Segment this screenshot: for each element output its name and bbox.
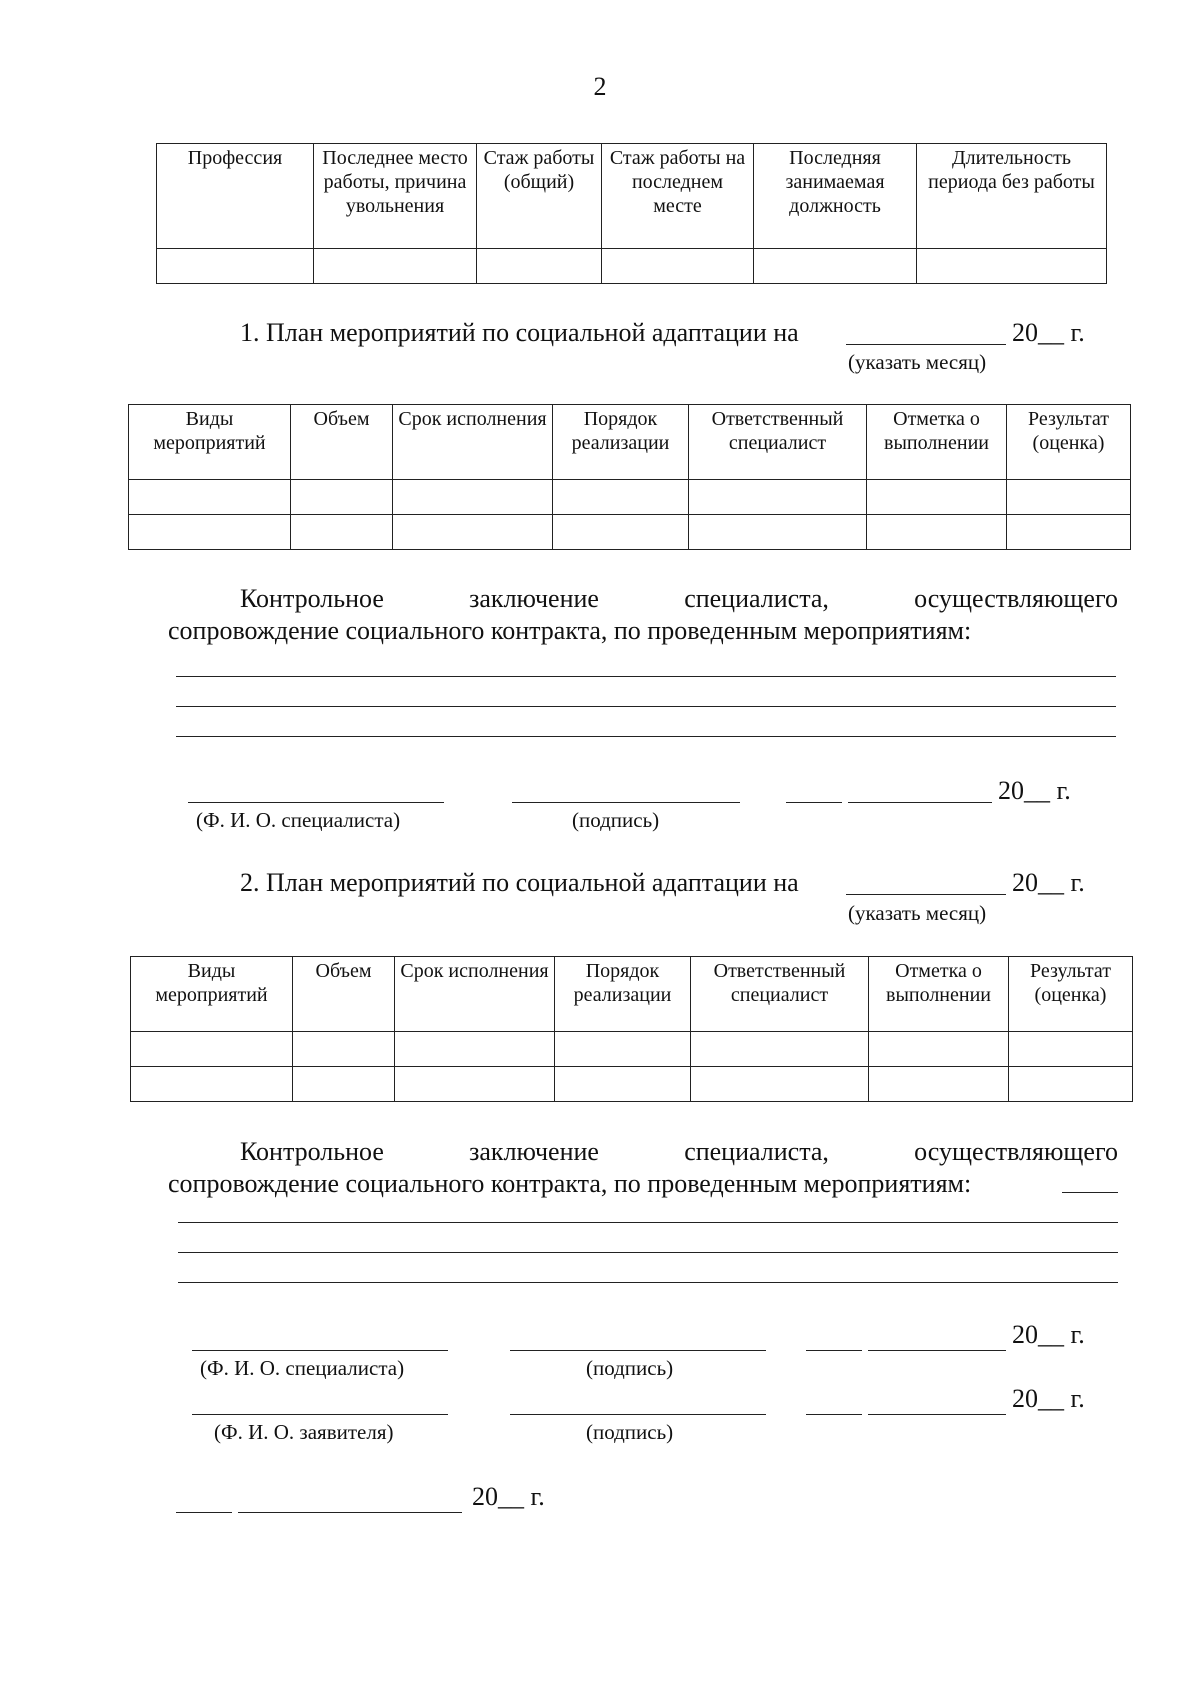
conclusion-second-line: сопровождение социального контракта, по проведенным мероприятиям: — [168, 1169, 972, 1198]
table-row — [131, 1032, 1133, 1067]
applicant-fio-blank[interactable] — [192, 1414, 448, 1415]
plan-2-month-date-blank[interactable] — [868, 1350, 1006, 1351]
plan-2-conclusion-tail-blank[interactable] — [1062, 1192, 1118, 1193]
table-row — [131, 1067, 1133, 1102]
table-cell[interactable] — [553, 480, 689, 515]
table-header-row — [131, 957, 1133, 1032]
table-cell[interactable] — [689, 515, 867, 550]
table-row — [129, 515, 1131, 550]
conclusion-word: специалиста, — [684, 584, 829, 613]
plan-1-conclusion-line-3[interactable] — [176, 736, 1116, 737]
plan-2-fio-blank[interactable] — [192, 1350, 448, 1351]
table-cell[interactable] — [291, 515, 393, 550]
table-cell[interactable] — [1009, 1067, 1133, 1102]
table-cell[interactable] — [1007, 480, 1131, 515]
header-cell: Виды мероприятий — [129, 405, 291, 480]
plan-2-day-blank[interactable] — [806, 1350, 862, 1351]
header-cell: Срок исполнения — [395, 957, 555, 1032]
table-cell[interactable] — [1007, 515, 1131, 550]
conclusion-word: заключение — [469, 1137, 599, 1166]
header-cell: Отметка о выполнении — [867, 405, 1007, 480]
plan-1-month-date-blank[interactable] — [848, 802, 992, 803]
plan-1-sign-year: 20__ г. — [998, 776, 1071, 805]
table-cell[interactable] — [393, 480, 553, 515]
final-date-year: 20__ г. — [472, 1482, 545, 1511]
plan-1-year: 20__ г. — [1012, 318, 1085, 347]
table-cell[interactable] — [602, 249, 754, 284]
header-cell: Порядок реализации — [555, 957, 691, 1032]
plan-1-fio-blank[interactable] — [188, 802, 444, 803]
table-cell[interactable] — [555, 1032, 691, 1067]
page-number: 2 — [593, 72, 607, 101]
plan-2-year: 20__ г. — [1012, 868, 1085, 897]
table-cell[interactable] — [395, 1032, 555, 1067]
header-cell: Результат (оценка) — [1009, 957, 1133, 1032]
applicant-sign-label: (подпись) — [586, 1420, 674, 1444]
employment-table — [156, 143, 1107, 284]
table-cell[interactable] — [555, 1067, 691, 1102]
table-cell[interactable] — [157, 249, 314, 284]
plan-2-title: 2. План мероприятий по социальной адаптации на — [240, 868, 799, 897]
conclusion-word: Контрольное — [240, 584, 384, 613]
applicant-day-blank[interactable] — [806, 1414, 862, 1415]
header-cell: Объем — [291, 405, 393, 480]
table-cell[interactable] — [754, 249, 917, 284]
header-cell: Стаж работы на последнем месте — [602, 144, 754, 249]
header-cell: Порядок реализации — [553, 405, 689, 480]
table-cell[interactable] — [393, 515, 553, 550]
conclusion-first-line — [168, 583, 1118, 615]
plan-1-conclusion-line-1[interactable] — [176, 676, 1116, 677]
plan-2-conclusion-line-1[interactable] — [178, 1222, 1118, 1223]
table-cell[interactable] — [477, 249, 602, 284]
table-cell[interactable] — [553, 515, 689, 550]
header-cell: Срок исполнения — [393, 405, 553, 480]
header-cell: Виды мероприятий — [131, 957, 293, 1032]
table-cell[interactable] — [129, 515, 291, 550]
final-month-blank[interactable] — [238, 1512, 462, 1513]
plan-2-sign-blank[interactable] — [510, 1350, 766, 1351]
plan-2-conclusion-line-3[interactable] — [178, 1282, 1118, 1283]
table-cell[interactable] — [131, 1032, 293, 1067]
table-cell[interactable] — [869, 1067, 1009, 1102]
plan-1-sign-blank[interactable] — [512, 802, 740, 803]
table-cell[interactable] — [291, 480, 393, 515]
plan-1-day-blank[interactable] — [786, 802, 842, 803]
header-cell: Ответственный специалист — [689, 405, 867, 480]
header-cell: Длительность периода без работы — [917, 144, 1107, 249]
conclusion-word: осуществляющего — [914, 584, 1118, 613]
table-cell[interactable] — [867, 515, 1007, 550]
applicant-sign-year: 20__ г. — [1012, 1384, 1085, 1413]
plan-2-sign-label: (подпись) — [586, 1356, 674, 1380]
final-day-blank[interactable] — [176, 1512, 232, 1513]
header-cell: Отметка о выполнении — [869, 957, 1009, 1032]
conclusion-word: заключение — [469, 584, 599, 613]
plan-2-fio-label: (Ф. И. О. специалиста) — [200, 1356, 405, 1380]
conclusion-first-line — [168, 1136, 1118, 1168]
plan-2-month-hint: (указать месяц) — [848, 901, 987, 925]
plan-2-table — [130, 956, 1133, 1102]
table-header-row — [129, 405, 1131, 480]
plan-2-conclusion — [168, 1136, 1118, 1200]
plan-1-month-hint: (указать месяц) — [848, 350, 987, 374]
plan-1-sign-label: (подпись) — [572, 808, 660, 832]
table-cell[interactable] — [691, 1032, 869, 1067]
plan-1-conclusion-line-2[interactable] — [176, 706, 1116, 707]
table-cell[interactable] — [867, 480, 1007, 515]
table-cell[interactable] — [917, 249, 1107, 284]
plan-2-sign-year: 20__ г. — [1012, 1320, 1085, 1349]
table-cell[interactable] — [869, 1032, 1009, 1067]
plan-1-table — [128, 404, 1131, 550]
header-cell: Результат (оценка) — [1007, 405, 1131, 480]
header-cell: Профессия — [157, 144, 314, 249]
table-cell[interactable] — [1009, 1032, 1133, 1067]
header-cell: Последняя занимаемая должность — [754, 144, 917, 249]
table-cell[interactable] — [314, 249, 477, 284]
table-cell[interactable] — [129, 480, 291, 515]
table-cell[interactable] — [131, 1067, 293, 1102]
plan-1-month-blank[interactable] — [846, 344, 1006, 345]
conclusion-word: Контрольное — [240, 1137, 384, 1166]
table-cell[interactable] — [689, 480, 867, 515]
table-row — [129, 480, 1131, 515]
applicant-fio-label: (Ф. И. О. заявителя) — [214, 1420, 394, 1444]
plan-1-title: 1. План мероприятий по социальной адаптации на — [240, 318, 799, 347]
conclusion-word: специалиста, — [684, 1137, 829, 1166]
plan-1-fio-label: (Ф. И. О. специалиста) — [196, 808, 401, 832]
header-cell: Ответственный специалист — [691, 957, 869, 1032]
conclusion-second-line: сопровождение социального контракта, по проведенным мероприятиям: — [168, 616, 972, 645]
table-row — [157, 249, 1107, 284]
table-cell[interactable] — [691, 1067, 869, 1102]
header-cell: Последнее место работы, причина увольнения — [314, 144, 477, 249]
conclusion-word: осуществляющего — [914, 1137, 1118, 1166]
table-cell[interactable] — [293, 1032, 395, 1067]
applicant-month-date-blank[interactable] — [868, 1414, 1006, 1415]
table-cell[interactable] — [395, 1067, 555, 1102]
table-cell[interactable] — [293, 1067, 395, 1102]
applicant-sign-blank[interactable] — [510, 1414, 766, 1415]
plan-1-conclusion — [168, 583, 1118, 647]
table-header-row — [157, 144, 1107, 249]
header-cell: Стаж работы (общий) — [477, 144, 602, 249]
plan-2-conclusion-line-2[interactable] — [178, 1252, 1118, 1253]
header-cell: Объем — [293, 957, 395, 1032]
plan-2-month-blank[interactable] — [846, 894, 1006, 895]
